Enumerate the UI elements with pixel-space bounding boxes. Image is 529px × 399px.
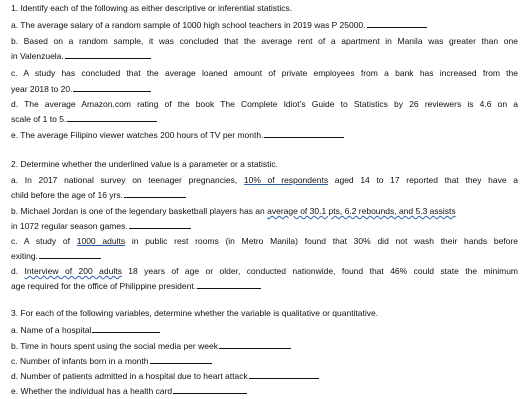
q2-item-a-text-cont: child before the age of 16 yrs. [11,190,123,200]
q2-item-d-text-post: 18 years of age or older, conducted nationwide, found that 46% could state the minimum [121,266,518,276]
q2-item-d-underlined-value: Interview of 200 adults [24,266,122,276]
q1-item-a-text: a. The average salary of a random sample of 1000 high school teachers in 2019 was P 25000. [11,20,366,30]
q1-item-c-answer-blank[interactable] [73,83,151,92]
q2-item-b-underlined-value: average of 30.1 pts, 6.2 rebounds, and 5.3 assists [267,206,456,216]
q2-item-c-line2 [11,250,101,262]
q2-item-b-answer-blank[interactable] [129,220,191,229]
q2-item-a-line1 [11,175,518,186]
q1-item-d-line1: d. The average Amazon.com rating of the book The Complete Idiot’s Guide to Statistics by 26 reviewers is 4.6 on a [11,99,518,109]
q1-item-c-line2 [11,83,151,95]
q1-item-b-line1: b. Based on a random sample, it was concluded that the average rent of a apartment in Manila was greater than one [11,36,518,46]
q3-item-c-answer-blank[interactable] [150,355,212,364]
q3-item-d-answer-blank[interactable] [249,370,319,379]
q3-item-b-text: b. Time in hours spent using the social media per week [11,341,218,351]
q1-item-c-line1: c. A study has concluded that the average loaned amount of private employees from a bank has increased from the [11,68,518,78]
q3-item-d [11,370,319,382]
q2-item-d-answer-blank[interactable] [197,280,261,289]
q1-prompt: 1. Identify each of the following as either descriptive or inferential statistics. [11,3,293,13]
q2-item-b-text-cont: in 1072 regular season games. [11,221,128,231]
q3-item-e [11,385,247,397]
q3-item-e-answer-blank[interactable] [173,385,247,394]
q1-item-b-line2 [11,50,151,62]
q2-item-c-underlined-value: 1000 adults [76,236,126,246]
q2-item-a-underlined-value: 10% of respondents [243,175,329,185]
q3-item-b [11,340,291,352]
q2-item-a-text-pre: a. In 2017 national survey on teenager pregnancies, [11,175,244,185]
q2-item-d-text-cont: age required for the office of Philippine president. [11,281,197,291]
q3-item-b-answer-blank[interactable] [219,340,291,349]
q3-prompt: 3. For each of the following variables, determine whether the variable is qualitative or quantitative. [11,308,379,318]
q2-item-c-answer-blank[interactable] [39,250,101,259]
q1-item-c-text: year 2018 to 20. [11,84,73,94]
q2-item-c-line1 [11,236,518,247]
q1-item-e-text: e. The average Filipino viewer watches 200 hours of TV per month. [11,130,264,140]
q2-item-a-line2 [11,189,186,201]
q2-item-d-line1 [11,266,518,277]
q1-item-a [11,19,427,31]
q1-item-b-text: in Valenzuela. [11,51,64,61]
q1-item-e [11,129,344,141]
q2-item-d-text-pre: d. [11,266,25,276]
q2-item-b-line2 [11,220,191,232]
q1-item-a-answer-blank[interactable] [367,19,427,28]
q2-item-c-text-post: in public rest rooms (in Metro Manila) found that 30% did not wash their hands before [125,236,518,246]
q2-item-c-text-pre: c. A study of [11,236,77,246]
q2-item-b-text-pre: b. Michael Jordan is one of the legendary basketball players has an [11,206,268,216]
q2-item-d-line2 [11,280,261,292]
q3-item-c-text: c. Number of infants born in a month [11,356,149,366]
q1-item-b-answer-blank[interactable] [65,50,151,59]
q3-item-a-text: a. Name of a hospital [11,325,92,335]
q3-item-e-text: e. Whether the individual has a health card [11,386,173,396]
q1-item-d-line2 [11,113,157,125]
q1-item-e-answer-blank[interactable] [264,129,344,138]
q3-item-a-answer-blank[interactable] [92,324,160,333]
q3-item-a [11,324,160,336]
q1-item-d-text: scale of 1 to 5. [11,114,67,124]
q3-item-d-text: d. Number of patients admitted in a hospital due to heart attack [11,371,248,381]
q2-prompt: 2. Determine whether the underlined value is a parameter or a statistic. [11,159,278,169]
q3-item-c [11,355,212,367]
q2-item-a-text-post: aged 14 to 17 reported that they have a [328,175,519,185]
q1-item-d-answer-blank[interactable] [67,113,157,122]
q2-item-a-answer-blank[interactable] [124,189,186,198]
q2-item-c-text-cont: exiting. [11,251,38,261]
q2-item-b-line1 [11,206,456,217]
